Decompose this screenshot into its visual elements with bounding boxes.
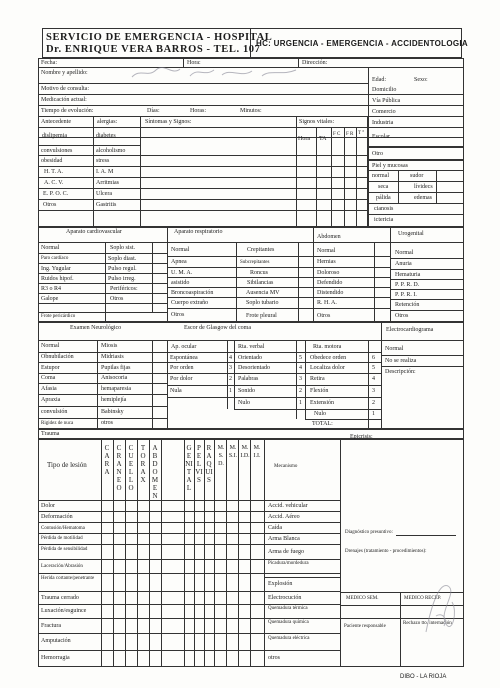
mecanismo-item: Quemadura térmica bbox=[268, 606, 308, 611]
region-header: CUELLO bbox=[128, 444, 134, 492]
motivo-label: Motivo de consulta: bbox=[41, 86, 89, 92]
glasgow-cell: Por dolor bbox=[170, 376, 193, 382]
cardio-item: R3 o R4 bbox=[41, 286, 62, 292]
lesion-row-label: Laceración/Abrasión bbox=[41, 564, 83, 569]
neuro-item: Apraxia bbox=[41, 397, 61, 403]
glasgow-score: 3 bbox=[229, 365, 232, 371]
lesion-row-label: Deformación bbox=[41, 514, 73, 520]
glasgow-cell: Flexión bbox=[310, 388, 329, 394]
form-title-line2: Dr. ENRIQUE VERA BARROS - TEL. 107 bbox=[46, 44, 261, 55]
cardio-item: Periféricos: bbox=[110, 286, 138, 292]
piel-item: lívidecs bbox=[414, 184, 433, 190]
tiempo-label: Tiempo de evolución: bbox=[41, 108, 94, 114]
lesion-row-label: Dolor bbox=[41, 503, 55, 509]
medico-sem-label: MEDICO SEM. bbox=[346, 596, 379, 601]
form-title-line1: SERVICIO DE EMERGENCIA - HOSPITAL bbox=[46, 32, 273, 43]
tipo-lesion-label: Tipo de lesión bbox=[47, 461, 87, 469]
medico-recep-label: MEDICO RECEP. bbox=[404, 596, 442, 601]
piel-item: normal bbox=[372, 173, 389, 179]
abdomen-item: Otros bbox=[317, 313, 331, 319]
hora-col-label: Hora bbox=[298, 136, 310, 142]
neuro-title: Examen Neurológico bbox=[70, 325, 122, 331]
uro-title: Urogenital bbox=[398, 231, 424, 237]
resp-item: Frote pleural bbox=[246, 313, 277, 319]
cardio-item: Galope bbox=[41, 296, 59, 302]
cardio-item: Pulso regul. bbox=[108, 266, 137, 272]
glasgow-cell: Sonido bbox=[238, 388, 256, 394]
glasgow-score: 4 bbox=[299, 365, 302, 371]
escolar-label: Escolar bbox=[372, 134, 390, 140]
antecedente-item: Gastritis bbox=[96, 202, 117, 208]
glasgow-title: Escor de Glasgow del coma bbox=[184, 325, 251, 331]
glasgow-cell: Extensión bbox=[310, 400, 334, 406]
antecedente-item: I. A. M bbox=[96, 169, 114, 175]
antecedente-item: dislipemia bbox=[42, 133, 67, 139]
glasgow-score: 2 bbox=[372, 400, 375, 406]
neuro-item: hemaparesia bbox=[101, 386, 131, 392]
lesion-row-label: Trauma cerrado bbox=[41, 595, 79, 601]
neuro-item: Pupilas fijas bbox=[101, 365, 131, 371]
minutos-label: Minutos: bbox=[240, 108, 262, 114]
glasgow-score: 5 bbox=[299, 355, 302, 361]
resp-title: Aparato respiratorio bbox=[174, 229, 223, 235]
glasgow-header: Ap. ocular bbox=[171, 344, 197, 350]
glasgow-header: Rta. motora bbox=[313, 344, 342, 350]
neuro-item: otros bbox=[101, 420, 113, 426]
abdomen-item: Hernias bbox=[317, 259, 336, 265]
ecg-item: No se realiza bbox=[385, 358, 417, 364]
footer-label: DIBO - LA RIOJA bbox=[400, 674, 447, 680]
uro-item: Retención bbox=[395, 302, 420, 308]
mecanismo-item: Electrocución bbox=[268, 595, 302, 601]
neuro-item: convulsión bbox=[41, 409, 68, 415]
glasgow-cell: Desorientado bbox=[238, 365, 270, 371]
antecedente-item: diabetes bbox=[96, 133, 116, 139]
resp-item: Normal bbox=[171, 247, 190, 253]
glasgow-score: 4 bbox=[372, 376, 375, 382]
uro-item: P. P. R. D. bbox=[395, 282, 420, 288]
industria-label: Industria bbox=[372, 120, 394, 126]
uro-item: Hematuria bbox=[395, 272, 421, 278]
medicacion-label: Medicación actual: bbox=[41, 97, 87, 103]
abdomen-item: Doloroso bbox=[317, 270, 340, 276]
mecanismo-item: Arma Blanca bbox=[268, 536, 300, 542]
resp-item: Apnea bbox=[171, 259, 187, 265]
piel-item: pálida bbox=[376, 195, 391, 201]
neuro-item: Anisocoria bbox=[101, 375, 128, 381]
via-publica-label: Vía Pública bbox=[372, 98, 401, 104]
glasgow-score: 5 bbox=[372, 365, 375, 371]
neuro-item: Midriasis bbox=[101, 354, 124, 360]
resp-item: U. M. A. bbox=[171, 270, 193, 276]
signature-scribble bbox=[418, 572, 462, 642]
rechazo-label: Rechazo tto. internación bbox=[403, 621, 452, 626]
alergias-label: alergias: bbox=[97, 119, 118, 125]
piel-title: Piel y mucosas bbox=[372, 163, 408, 169]
lesion-row-label: Fractura bbox=[41, 623, 61, 629]
mecanismo-item: Explosión bbox=[268, 581, 293, 587]
lesion-row-label: Luxación/esguince bbox=[41, 608, 87, 614]
uro-item: Otros bbox=[395, 313, 409, 319]
neuro-item: Normal bbox=[41, 343, 60, 349]
glasgow-cell: Nulo bbox=[314, 411, 326, 417]
glasgow-score: 2 bbox=[299, 388, 302, 394]
region-header: M.I.D. bbox=[240, 445, 250, 459]
neuro-item: Babinsky bbox=[101, 409, 124, 415]
paciente-label: Paciente responsable bbox=[344, 624, 386, 629]
resp-item: Ausencia MV bbox=[246, 290, 280, 296]
lesion-row-label: Pérdida de sensibilidad bbox=[41, 547, 88, 552]
nombre-label: Nombre y apellido: bbox=[41, 70, 88, 76]
uro-item: P. P. R. I. bbox=[395, 292, 417, 298]
antecedente-item: A. C. V. bbox=[44, 180, 64, 186]
antecedente-label: Antecedente bbox=[41, 119, 71, 125]
neuro-item: Miosis bbox=[101, 343, 118, 349]
resp-item: Subcrepitantes bbox=[240, 260, 270, 265]
temp-col-label: T ° bbox=[358, 131, 365, 136]
antecedente-item: convulsiones bbox=[41, 148, 73, 154]
signos-vitales-label: Signos vitales: bbox=[299, 119, 335, 125]
direccion-label: Dirección: bbox=[302, 60, 328, 66]
resp-item: Cuerpo extraño bbox=[171, 300, 209, 306]
ecg-item: Normal bbox=[385, 346, 404, 352]
abdomen-item: R. H. A. bbox=[317, 300, 337, 306]
cardio-item: Soplo sist. bbox=[110, 245, 136, 251]
antecedente-item: E. P. O. C. bbox=[43, 191, 69, 197]
abdomen-item: Distendido bbox=[317, 290, 344, 296]
glasgow-cell: Localiza dolor bbox=[310, 365, 345, 371]
antecedente-item: Arritmias bbox=[96, 180, 119, 186]
resp-item: Soplo tubario bbox=[246, 300, 279, 306]
cardio-item: Soplo diast. bbox=[108, 256, 137, 262]
epicrisis-label: Epicrisis: bbox=[350, 434, 373, 440]
region-header: M.S.I. bbox=[228, 445, 238, 459]
mecanismo-item: Quemadura química bbox=[268, 620, 309, 625]
glasgow-cell: Espontánea bbox=[170, 355, 198, 361]
antecedente-item: Otros bbox=[43, 202, 57, 208]
neuro-item: hemiplejía bbox=[101, 397, 127, 403]
abdomen-item: Defendido bbox=[317, 280, 343, 286]
abdomen-title: Abdomen bbox=[317, 234, 341, 240]
antecedente-item: H. T. A. bbox=[44, 169, 63, 175]
ecg-title: Electrocardiograma bbox=[386, 327, 434, 333]
glasgow-score: 4 bbox=[229, 355, 232, 361]
glasgow-score: 3 bbox=[299, 376, 302, 382]
resp-item: Otros bbox=[171, 312, 185, 318]
comercio-label: Comercio bbox=[372, 109, 396, 115]
domicilio-label: Domicilio bbox=[372, 87, 397, 93]
antecedente-item: obesidad bbox=[41, 158, 63, 164]
lesion-row-label: Amputación bbox=[41, 638, 71, 644]
cardio-item: Paro cardíaco bbox=[41, 256, 69, 261]
region-header: PELVIS bbox=[195, 444, 203, 484]
handwritten-name bbox=[130, 64, 300, 82]
lesion-row-label: Hemorragia bbox=[41, 655, 70, 661]
mecanismo-item: Quemadura eléctrica bbox=[268, 636, 310, 641]
dias-label: Días: bbox=[147, 108, 160, 114]
uro-item: Normal bbox=[395, 250, 414, 256]
antecedente-item: alcoholismo bbox=[96, 148, 126, 154]
glasgow-cell: Nula bbox=[170, 388, 182, 394]
region-header: GENITAL bbox=[185, 444, 193, 492]
neuro-item: Estupor bbox=[41, 365, 60, 371]
diag-presuntivo: Diagnóstico presuntivo: bbox=[345, 530, 393, 535]
piel-item: sudor bbox=[410, 173, 424, 179]
glasgow-score: 1 bbox=[299, 400, 302, 406]
neuro-item: Rigidez de nuca bbox=[41, 421, 74, 426]
drenajes-label: Drenajes (tratamiento - procedimientos): bbox=[345, 549, 427, 554]
resp-item: Sibilancias bbox=[247, 280, 274, 286]
mecanismo-label: Mecanismo bbox=[274, 464, 298, 469]
resp-item: Broncoaspiración bbox=[171, 290, 214, 296]
glasgow-score: 1 bbox=[372, 411, 375, 417]
ecg-item: Descripción: bbox=[385, 369, 416, 375]
fecha-label: Fecha: bbox=[41, 60, 57, 66]
resp-item: Roncus bbox=[250, 270, 268, 276]
resp-item: Crepitantes bbox=[247, 247, 275, 253]
mecanismo-item: Caída bbox=[268, 525, 282, 531]
mecanismo-item: Picadura/mordedura bbox=[268, 561, 309, 566]
glasgow-cell: Orientado bbox=[238, 355, 262, 361]
region-header: RAQUIS bbox=[205, 444, 213, 484]
cardio-item: Normal bbox=[41, 245, 60, 251]
edad-label: Edad: bbox=[372, 77, 386, 83]
abdomen-item: Normal bbox=[317, 248, 336, 254]
region-header: CRANEO bbox=[116, 444, 122, 492]
hc-label: HC: URGENCIA - EMERGENCIA - ACCIDENTOLOGIA bbox=[256, 39, 469, 48]
glasgow-cell: Nulo bbox=[238, 400, 250, 406]
piel-item: edemas bbox=[414, 195, 432, 201]
ta-col-label: TA bbox=[319, 136, 327, 142]
trauma-label: Trauma bbox=[41, 431, 60, 437]
cardio-item: Ruidos hipof. bbox=[41, 276, 74, 282]
lesion-row-label: Pérdida de motilidad bbox=[41, 536, 83, 541]
mecanismo-item: otros bbox=[268, 655, 280, 661]
resp-item: asistido bbox=[171, 280, 190, 286]
lesion-row-label: Herida cortante/penetrante bbox=[41, 576, 95, 581]
fr-col-label: F R bbox=[346, 132, 354, 137]
lesion-row-label: Contusión/Hematoma bbox=[41, 526, 85, 531]
glasgow-score: 3 bbox=[372, 388, 375, 394]
sexo-label: Sexo: bbox=[414, 77, 428, 83]
cardio-title: Aparato cardiovascular bbox=[66, 229, 122, 235]
region-header: TORAX bbox=[140, 444, 146, 484]
glasgow-score: 2 bbox=[229, 376, 232, 382]
region-header: M.S.D. bbox=[217, 445, 225, 467]
mecanismo-item: Accid. vehicular bbox=[268, 503, 308, 509]
glasgow-cell: Retira bbox=[310, 376, 325, 382]
region-header: ABDOMEN bbox=[151, 444, 159, 500]
glasgow-cell: Por orden bbox=[170, 365, 194, 371]
hora-label: Hora: bbox=[187, 60, 201, 66]
otro-label: Otro bbox=[372, 151, 383, 157]
cardio-item: Frote pericárdico bbox=[41, 314, 76, 319]
piel-item: seca bbox=[378, 184, 389, 190]
sintomas-label: Síntomas y Signos: bbox=[145, 119, 192, 125]
antecedente-item: stress bbox=[96, 158, 110, 164]
fc-col-label: F C bbox=[333, 132, 341, 137]
cardio-item: Ing. Yugular bbox=[41, 266, 71, 272]
glasgow-score: 6 bbox=[372, 355, 375, 361]
uro-item: Anuria bbox=[395, 261, 412, 267]
glasgow-cell: Palabras bbox=[238, 376, 259, 382]
glasgow-header: Rta. verbal bbox=[238, 344, 265, 350]
glasgow-total: TOTAL: bbox=[312, 421, 333, 427]
cardio-item: Pulso irreg. bbox=[108, 276, 136, 282]
mecanismo-item: Accid. Aéreo bbox=[268, 514, 300, 520]
piel-item: cianosis bbox=[374, 206, 394, 212]
neuro-item: Coma bbox=[41, 375, 56, 381]
antecedente-item: Ulcera bbox=[96, 191, 112, 197]
piel-item: ictericia bbox=[374, 217, 394, 223]
neuro-item: Obnubilación bbox=[41, 354, 74, 360]
mecanismo-item: Arma de fuego bbox=[268, 549, 304, 555]
glasgow-score: 1 bbox=[229, 388, 232, 394]
region-header: CARA bbox=[104, 444, 110, 476]
region-header: M.I.I. bbox=[253, 445, 261, 459]
neuro-item: Afasia bbox=[41, 386, 57, 392]
glasgow-cell: Obedece orden bbox=[310, 355, 347, 361]
horas-label: Horas: bbox=[190, 108, 206, 114]
cardio-item: Otros bbox=[110, 296, 124, 302]
